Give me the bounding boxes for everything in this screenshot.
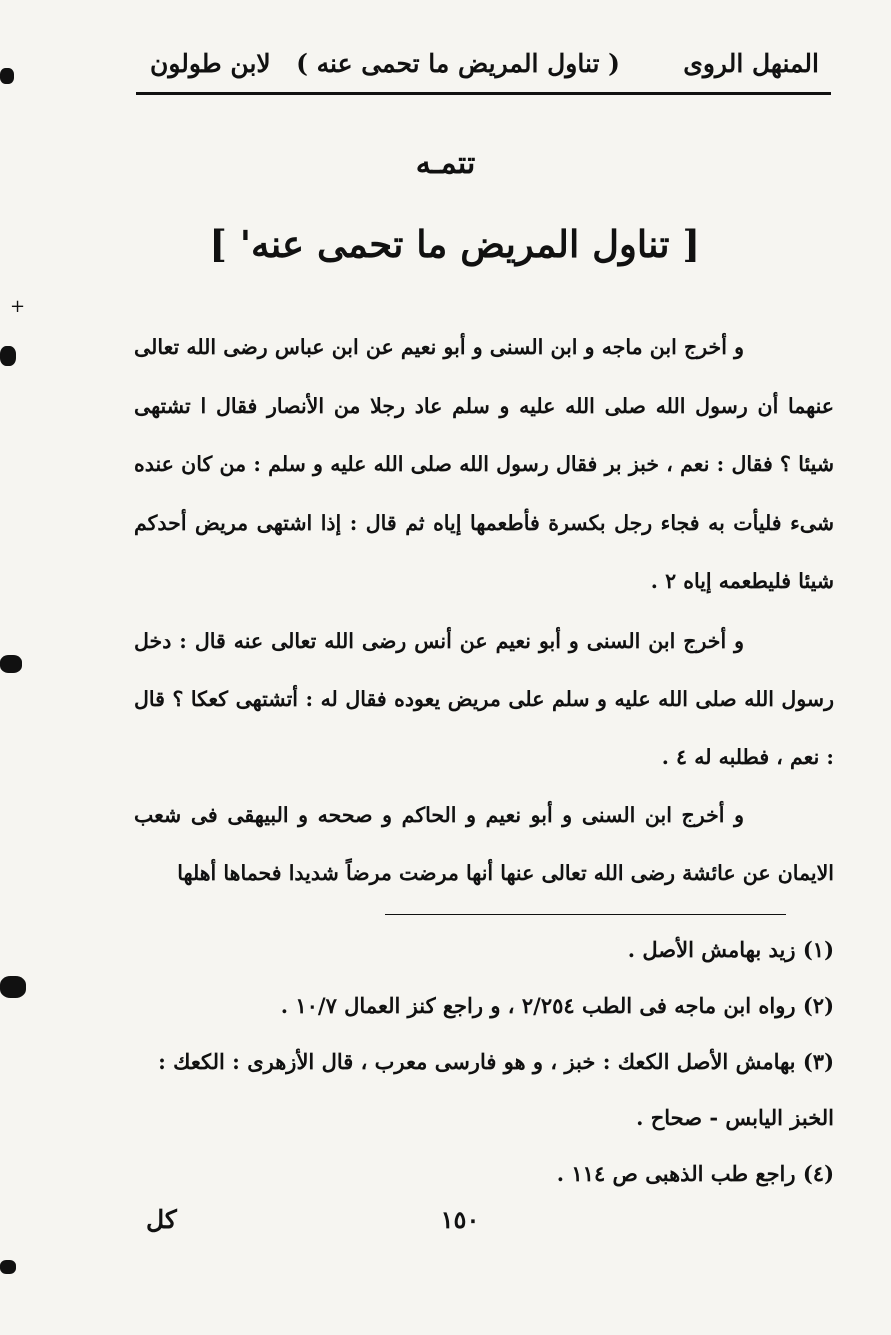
running-header-author: لابن طولون — [150, 49, 271, 78]
footnote-3: (٣) بهامش الأصل الكعك : خبز ، و هو فارسى معرب ، قال الأزهرى : الكعك : — [158, 1049, 834, 1074]
scan-blot — [0, 1260, 16, 1274]
footnote-3-continued: الخبز اليابس - صحاح . — [636, 1105, 834, 1130]
header-rule — [136, 92, 831, 95]
scan-blot — [0, 976, 26, 998]
footnote-4: (٤) راجع طب الذهبى ص ١١٤ . — [556, 1161, 834, 1186]
footnotes — [134, 922, 834, 1202]
running-header-book-title: المنهل الروى — [683, 49, 819, 78]
scan-blot — [0, 68, 14, 84]
paragraph-2: و أخرج ابن السنى و أبو نعيم عن أنس رضى الله تعالى عنه قال : دخل رسول الله صلى الله عليه و سلم على مريض يعوده فقال له : أتشتهى كعكا ؟ قال : نعم ، فطلبه له ٤ . — [134, 629, 834, 769]
scan-cross-mark: + — [10, 296, 26, 317]
scan-blot — [0, 346, 16, 366]
scan-blot — [0, 655, 22, 673]
footnote-2: (٢) رواه ابن ماجه فى الطب ٢/٢٥٤ ، و راجع كنز العمال ١٠/٧ . — [280, 993, 834, 1018]
page-number: ١٥٠ — [440, 1205, 480, 1234]
paragraph-1: و أخرج ابن ماجه و ابن السنى و أبو نعيم عن ابن عباس رضى الله تعالى عنهما أن رسول الله صلى الله عليه و سلم عاد رجلا من الأنصار فقال ا تشتهى شيئا ؟ فقال : نعم ، خبز بر فقال رسول الله صلى الله عليه و سلم : من كان عنده شىء فليأت به فجاء رجل بكسرة فأطعمها إياه ثم قال : إذا اشتهى مريض أحدكم شيئا فليطعمه إياه ٢ . — [134, 335, 835, 593]
section-title: [ تناول المريض ما تحمى عنه' ] — [209, 222, 700, 266]
subheading: تتمـه — [415, 146, 476, 181]
footnote-rule — [385, 914, 786, 915]
paragraph-3: و أخرج ابن السنى و أبو نعيم و الحاكم و صححه و البيهقى فى شعب الايمان عن عائشة رضى الله تعالى عنها أنها مرضت مرضاً شديدا فحماها أهلها — [134, 803, 834, 885]
catchword: كل — [146, 1205, 177, 1234]
footnote-1: (١) زيد بهامش الأصل . — [627, 937, 834, 962]
running-header-chapter: ( تناول المريض ما تحمى عنه ) — [296, 49, 620, 78]
